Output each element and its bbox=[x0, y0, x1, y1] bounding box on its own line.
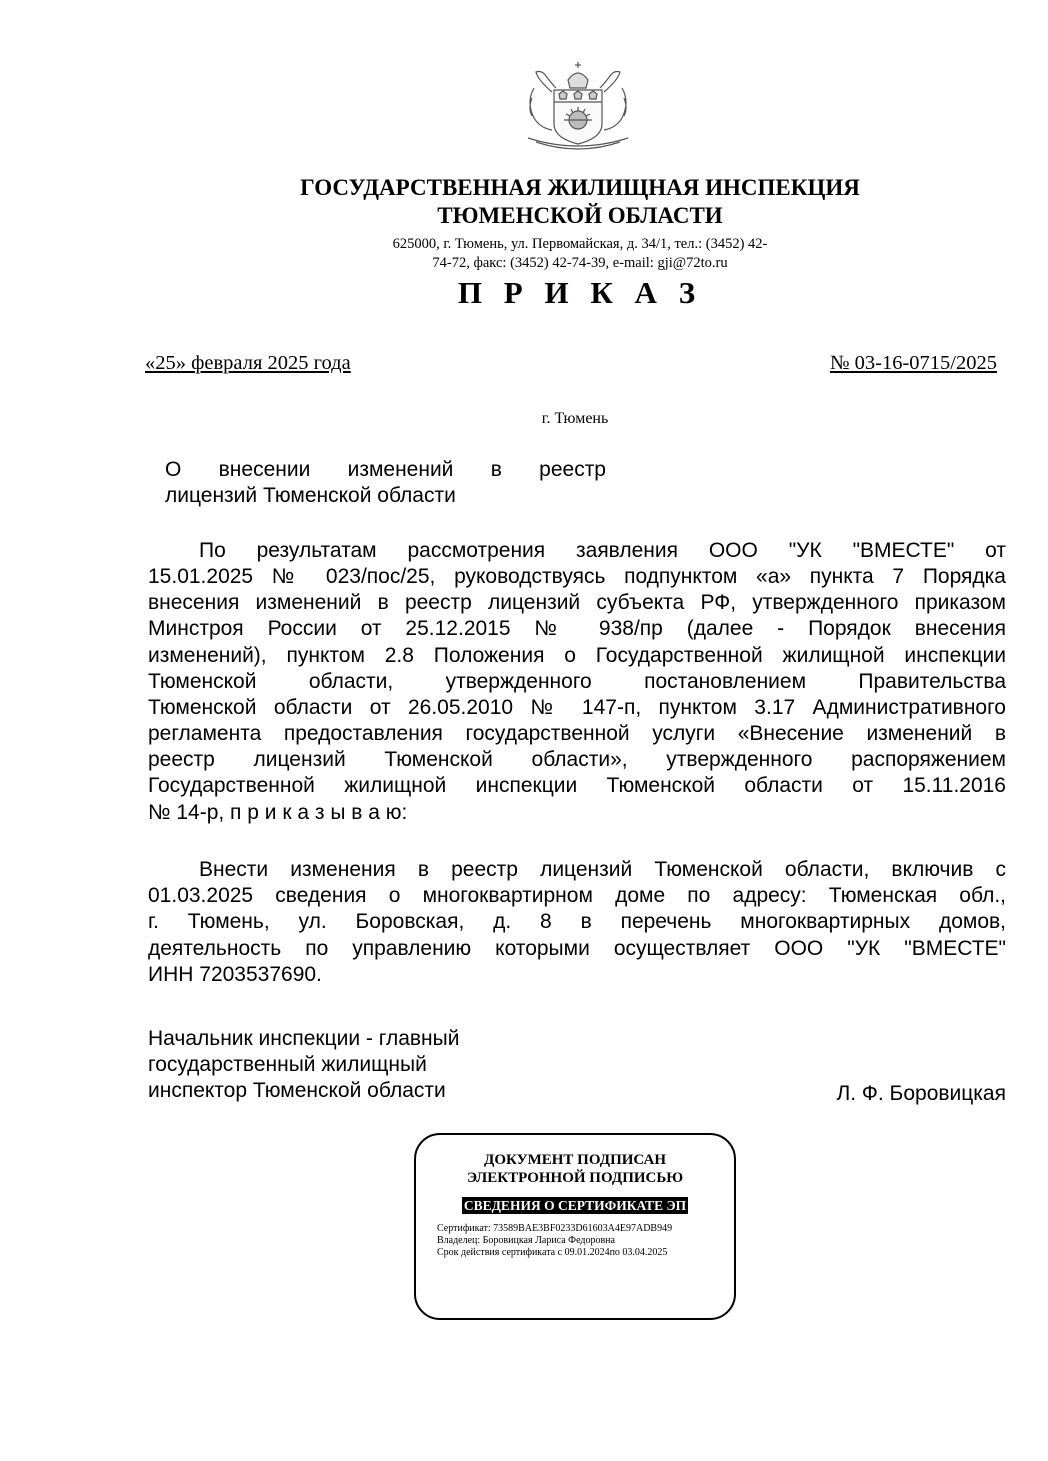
electronic-signature-stamp bbox=[414, 1133, 736, 1320]
paragraph2-line: г. Тюмень, ул. Боровская, д. 8 в перечень многоквартирных домов, bbox=[148, 910, 1006, 933]
stamp-heading-line2: ЭЛЕКТРОННОЙ ПОДПИСЬЮ bbox=[466, 1170, 684, 1186]
order-city: г. Тюмень bbox=[541, 410, 609, 427]
order-number: № 03-16-0715/2025 bbox=[829, 352, 997, 374]
org-name-line1: ГОСУДАРСТВЕННАЯ ЖИЛИЩНАЯ ИНСПЕКЦИЯ bbox=[300, 175, 860, 200]
signer-name: Л. Ф. Боровицкая bbox=[836, 1082, 1006, 1105]
order-date: «25» февраля 2025 года bbox=[145, 352, 351, 374]
signer-position-line: государственный жилищный bbox=[148, 1053, 427, 1076]
subject-line: лицензий Тюменской области bbox=[165, 484, 456, 507]
stamp-cert-title-wrap bbox=[416, 1197, 734, 1215]
document-type-title: П Р И К А З bbox=[457, 275, 703, 310]
coat-of-arms-icon bbox=[516, 58, 640, 152]
paragraph1-line: Тюменской области, утвержденного постановлением Правительства bbox=[148, 670, 1006, 693]
paragraph1-line: Минстроя России от 25.12.2015 № 938/пр (далее - Порядок внесения bbox=[148, 617, 1006, 640]
paragraph1-line: По результатам рассмотрения заявления ООО "УК "ВМЕСТЕ" от bbox=[199, 539, 1006, 562]
subject-line: О внесении изменений в реестр bbox=[165, 458, 606, 481]
stamp-certificate-owner: Владелец: Боровицкая Лариса Федоровна bbox=[437, 1235, 615, 1246]
paragraph1-line: регламента предоставления государственной услуги «Внесение изменений в bbox=[148, 722, 1006, 745]
paragraph2-line: ИНН 7203537690. bbox=[148, 963, 322, 986]
paragraph2-line: 01.03.2025 сведения о многоквартирном доме по адресу: Тюменская обл., bbox=[148, 884, 1006, 907]
org-address-line2: 74-72, факс: (3452) 42-74-39, e-mail: gji@72to.ru bbox=[432, 255, 728, 271]
org-name-line2: ТЮМЕНСКОЙ ОБЛАСТИ bbox=[437, 203, 723, 228]
paragraph1-line: Тюменской области от 26.05.2010 № 147-п, пунктом 3.17 Административного bbox=[148, 696, 1006, 719]
signer-position-line: Начальник инспекции - главный bbox=[148, 1027, 460, 1050]
paragraph1-line: реестр лицензий Тюменской области», утвержденного распоряжением bbox=[148, 748, 1006, 771]
paragraph1-line: Государственной жилищной инспекции Тюменской области от 15.11.2016 bbox=[148, 774, 1006, 797]
paragraph1-line: № 14-р, п р и к а з ы в а ю: bbox=[148, 801, 408, 824]
stamp-heading-line1: ДОКУМЕНТ ПОДПИСАН bbox=[484, 1152, 666, 1168]
paragraph1-line: изменений), пунктом 2.8 Положения о Государственной жилищной инспекции bbox=[148, 644, 1006, 667]
stamp-certificate-validity: Срок действия сертификата с 09.01.2024по 03.04.2025 bbox=[437, 1247, 668, 1258]
org-address-line1: 625000, г. Тюмень, ул. Первомайская, д. 34/1, тел.: (3452) 42- bbox=[392, 236, 768, 252]
paragraph1-line: внесения изменений в реестр лицензий субъекта РФ, утвержденного приказом bbox=[148, 591, 1006, 614]
paragraph2-line: Внести изменения в реестр лицензий Тюменской области, включив с bbox=[199, 858, 1006, 881]
stamp-certificate-title: СВЕДЕНИЯ О СЕРТИФИКАТЕ ЭП bbox=[463, 1198, 687, 1213]
paragraph1-line: 15.01.2025 № 023/пос/25, руководствуясь подпунктом «а» пункта 7 Порядка bbox=[148, 565, 1006, 588]
stamp-certificate-serial: Сертификат: 73589BAE3BF0233D61603A4E97ADB949 bbox=[437, 1223, 673, 1234]
paragraph2-line: деятельность по управлению которыми осуществляет ООО "УК "ВМЕСТЕ" bbox=[148, 937, 1006, 960]
signer-position-line: инспектор Тюменской области bbox=[148, 1079, 446, 1102]
